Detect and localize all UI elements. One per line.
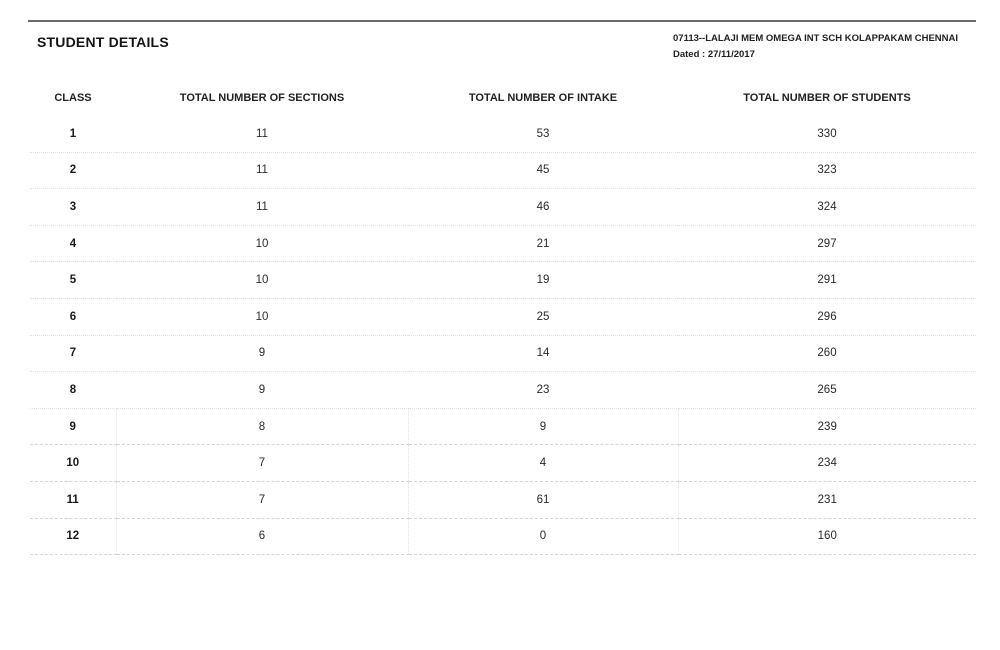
- cell-class: 2: [30, 152, 116, 189]
- cell-students: 324: [678, 189, 976, 226]
- school-info: [673, 31, 958, 63]
- cell-intake: 23: [408, 372, 678, 409]
- cell-sections: 11: [116, 189, 408, 226]
- cell-students: 296: [678, 298, 976, 335]
- table-row: [30, 152, 976, 189]
- table-header-row: [30, 80, 976, 116]
- cell-sections: 9: [116, 372, 408, 409]
- cell-intake: 21: [408, 225, 678, 262]
- cell-class: 3: [30, 189, 116, 226]
- school-code-name: 07113--LALAJI MEM OMEGA INT SCH KOLAPPAKAM CHENNAI: [673, 33, 959, 44]
- table-row: [30, 481, 976, 518]
- cell-intake: 61: [408, 481, 678, 518]
- table-row: [30, 189, 976, 226]
- document-date: Dated : 27/11/2017: [673, 49, 755, 60]
- table-row: [30, 262, 976, 299]
- cell-students: 239: [678, 408, 976, 445]
- cell-class: 7: [30, 335, 116, 372]
- student-details-table: [30, 80, 976, 555]
- top-rule: [28, 20, 976, 22]
- cell-sections: 7: [116, 481, 408, 518]
- cell-class: 1: [30, 116, 116, 152]
- cell-students: 231: [678, 481, 976, 518]
- table-row: [30, 298, 976, 335]
- cell-sections: 10: [116, 298, 408, 335]
- column-header-sections: TOTAL NUMBER OF SECTIONS: [179, 92, 345, 104]
- cell-students: 234: [678, 445, 976, 482]
- table-row: [30, 372, 976, 409]
- column-header-intake: TOTAL NUMBER OF INTAKE: [468, 92, 618, 104]
- cell-intake: 9: [408, 408, 678, 445]
- cell-intake: 0: [408, 518, 678, 555]
- table-row: [30, 335, 976, 372]
- cell-sections: 6: [116, 518, 408, 555]
- cell-sections: 7: [116, 445, 408, 482]
- table-row: [30, 518, 976, 555]
- cell-intake: 19: [408, 262, 678, 299]
- cell-sections: 9: [116, 335, 408, 372]
- document-title: STUDENT DETAILS: [37, 34, 169, 50]
- cell-students: 160: [678, 518, 976, 555]
- cell-class: 8: [30, 372, 116, 409]
- cell-class: 11: [30, 481, 116, 518]
- cell-intake: 45: [408, 152, 678, 189]
- cell-students: 297: [678, 225, 976, 262]
- cell-intake: 14: [408, 335, 678, 372]
- table-row: [30, 445, 976, 482]
- cell-intake: 4: [408, 445, 678, 482]
- cell-students: 265: [678, 372, 976, 409]
- cell-students: 291: [678, 262, 976, 299]
- cell-sections: 10: [116, 225, 408, 262]
- cell-class: 6: [30, 298, 116, 335]
- table-row: [30, 225, 976, 262]
- cell-class: 10: [30, 445, 116, 482]
- cell-sections: 10: [116, 262, 408, 299]
- cell-class: 12: [30, 518, 116, 555]
- column-header-class: CLASS: [54, 92, 92, 104]
- cell-intake: 53: [408, 116, 678, 152]
- cell-sections: 8: [116, 408, 408, 445]
- cell-sections: 11: [116, 116, 408, 152]
- column-header-students: TOTAL NUMBER OF STUDENTS: [743, 92, 911, 104]
- cell-students: 330: [678, 116, 976, 152]
- cell-intake: 46: [408, 189, 678, 226]
- cell-sections: 11: [116, 152, 408, 189]
- cell-students: 323: [678, 152, 976, 189]
- table-row: [30, 116, 976, 152]
- table-row: [30, 408, 976, 445]
- cell-class: 9: [30, 408, 116, 445]
- cell-intake: 25: [408, 298, 678, 335]
- cell-students: 260: [678, 335, 976, 372]
- cell-class: 5: [30, 262, 116, 299]
- cell-class: 4: [30, 225, 116, 262]
